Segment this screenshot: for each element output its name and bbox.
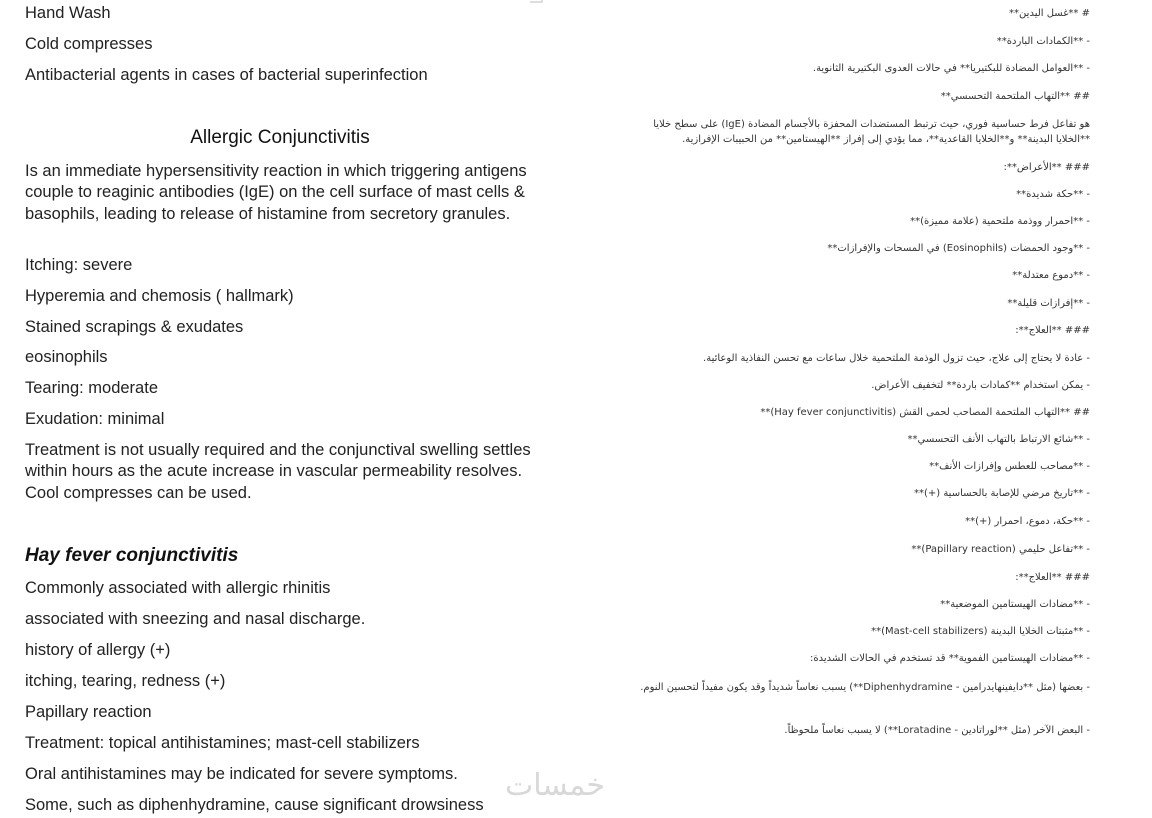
english-page (0, 0, 560, 818)
list-item: - **وجود الحمضات (Eosinophils) في المسحات والإفرازات** (827, 243, 1090, 254)
watermark-logo: خمسات (505, 768, 606, 803)
list-item: - **حكة، دموع، احمرار (+)** (965, 516, 1090, 527)
list-item: ## **التهاب الملتحمة المصاحب لحمى القش (Hay fever conjunctivitis)** (760, 407, 1090, 418)
list-item: associated with sneezing and nasal discharge. (25, 610, 366, 628)
list-item: history of allergy (+) (25, 641, 171, 659)
list-item: Hand Wash (25, 4, 111, 22)
list-item: - **مضادات الهيستامين الموضعية** (940, 599, 1090, 610)
list-item: - **إفرازات قليلة** (1007, 298, 1090, 309)
list-item: Cold compresses (25, 35, 153, 53)
allergic-treatment: Treatment is not usually required and the conjunctival swelling settles within hours as the acute increase in vascular permeability resolves. Cool compresses can be used. (25, 441, 531, 502)
allergic-conjunctivitis-heading: Allergic Conjunctivitis (190, 127, 370, 148)
list-item: eosinophils (25, 348, 108, 366)
arabic-definition: هو تفاعل فرط حساسية فوري، حيث ترتبط المستضدات المحفزة بالأجسام المضادة (IgE) على سطح خلايا **الخلايا البدينة** و**الخلايا القاعدية**، مما يؤدي إلى إفراز **الهيستامين** من الحبيبات الإفرازية. (653, 119, 1090, 145)
hay-fever-heading: Hay fever conjunctivitis (25, 545, 239, 566)
list-item: Papillary reaction (25, 703, 152, 721)
list-item: - **الكمادات الباردة** (996, 36, 1090, 47)
list-item: ## **التهاب الملتحمة التحسسي** (940, 91, 1090, 102)
list-item: - **تفاعل حليمي (Papillary reaction)** (911, 544, 1090, 555)
list-item: - **مصاحب للعطس وإفرازات الأنف** (929, 461, 1090, 472)
list-item: - عادة لا يحتاج إلى علاج، حيث تزول الوذمة الملتحمية خلال ساعات مع تحسن النفاذية الوعائية. (703, 353, 1090, 364)
list-item: itching, tearing, redness (+) (25, 672, 226, 690)
arabic-page (600, 0, 1152, 818)
list-item: ### **العلاج**: (1015, 572, 1090, 583)
list-item: - **دموع معتدلة** (1012, 270, 1090, 281)
list-item: Exudation: minimal (25, 410, 165, 428)
list-item: Stained scrapings & exudates (25, 318, 244, 336)
list-item: # **غسل اليدين** (1009, 8, 1090, 19)
allergic-definition: Is an immediate hypersensitivity reaction in which triggering antigens couple to reaginic antibodies (IgE) on the cell surface of mast cells & basophils, leading to release of histamine from secretory granules. (25, 162, 527, 223)
list-item: Treatment: topical antihistamines; mast-cell stabilizers (25, 734, 420, 752)
list-item: - **مضادات الهيستامين الفموية** قد تستخدم في الحالات الشديدة: (810, 653, 1090, 664)
list-item: - بعضها (مثل **دايفينهايدرامين - Diphenhydramine**) يسبب نعاساً شديداً وقد يكون مفيداً لتحسين النوم. (640, 682, 1090, 693)
list-item: Tearing: moderate (25, 379, 158, 397)
list-item: - **مثبتات الخلايا البدينة (Mast-cell stabilizers)** (871, 626, 1090, 637)
list-item: Hyperemia and chemosis ( hallmark) (25, 287, 294, 305)
list-item: ### **العلاج**: (1015, 325, 1090, 336)
list-item: - **شائع الارتباط بالتهاب الأنف التحسسي** (907, 434, 1090, 445)
list-item: - **احمرار ووذمة ملتحمية (علامة مميزة)** (910, 216, 1090, 227)
crop-mark-icon (530, 0, 544, 14)
list-item: Commonly associated with allergic rhinitis (25, 579, 331, 597)
list-item: - **حكة شديدة** (1016, 189, 1090, 200)
list-item: - البعض الآخر (مثل **لوراتادين - Loratadine**) لا يسبب نعاساً ملحوظاً. (784, 725, 1090, 736)
list-item: ### **الأعراض**: (1003, 162, 1090, 173)
list-item: - **العوامل المضادة للبكتيريا** في حالات العدوى البكتيرية الثانوية. (812, 63, 1090, 74)
list-item: - **تاريخ مرضي للإصابة بالحساسية (+)** (913, 488, 1090, 499)
list-item: Some, such as diphenhydramine, cause significant drowsiness (25, 796, 484, 814)
list-item: - يمكن استخدام **كمادات باردة** لتخفيف الأعراض. (871, 380, 1090, 391)
list-item: Antibacterial agents in cases of bacterial superinfection (25, 66, 428, 84)
list-item: Itching: severe (25, 256, 133, 274)
list-item: Oral antihistamines may be indicated for severe symptoms. (25, 765, 458, 783)
